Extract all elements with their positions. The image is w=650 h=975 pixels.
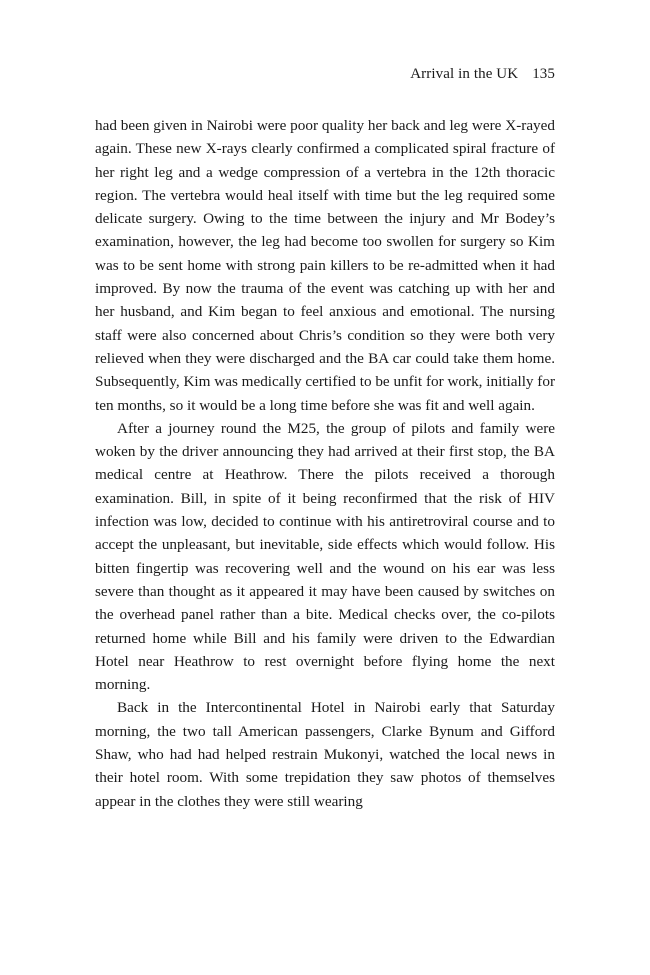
page-number: 135 xyxy=(532,66,555,82)
paragraph: had been given in Nairobi were poor quality her back and leg were X-rayed again. These new X-rays clearly confirmed a complicated spiral fracture of her right leg and a wedge compression of a vertebra in the 12th thoracic region. The vertebra would heal itself with time but the leg required some delicate surgery. Owing to the time between the injury and Mr Bodey’s examination, however, the leg had become too swollen for surgery so Kim was to be sent home with strong pain killers to be re-admitted when it had improved. By now the trauma of the event was catching up with her and her husband, and Kim began to feel anxious and emotional. The nursing staff were also concerned about Chris’s condition so they were both very relieved when they were discharged and the BA car could take them home. Subsequently, Kim was medically certified to be unfit for work, initially for ten months, so it would be a long time before she was fit and well again. xyxy=(95,117,556,414)
body-text xyxy=(95,114,555,813)
paragraph: Back in the Intercontinental Hotel in Nairobi early that Saturday morning, the two tall American passengers, Clarke Bynum and Gifford Shaw, who had had helped restrain Mukonyi, watched the local news in their hotel room. With some trepidation they saw photos of themselves appear in the clothes they were still wearing xyxy=(95,699,555,810)
paragraph: After a journey round the M25, the group of pilots and family were woken by the driver announcing they had arrived at their first stop, the BA medical centre at Heathrow. There the pilots received a thorough examination. Bill, in spite of it being reconfirmed that the risk of HIV infection was low, decided to continue with his antiretroviral course and to accept the unpleasant, but inevitable, side effects which would follow. His bitten fingertip was recovering well and the wound on his ear was less severe than thought as it appeared it may have been caused by switches on the overhead panel rather than a bite. Medical checks over, the co-pilots returned home while Bill and his family were driven to the Edwardian Hotel near Heathrow to rest overnight before flying home the next morning. xyxy=(95,419,555,694)
chapter-title: Arrival in the UK xyxy=(410,66,519,82)
running-head xyxy=(95,64,555,84)
book-page xyxy=(95,64,555,813)
